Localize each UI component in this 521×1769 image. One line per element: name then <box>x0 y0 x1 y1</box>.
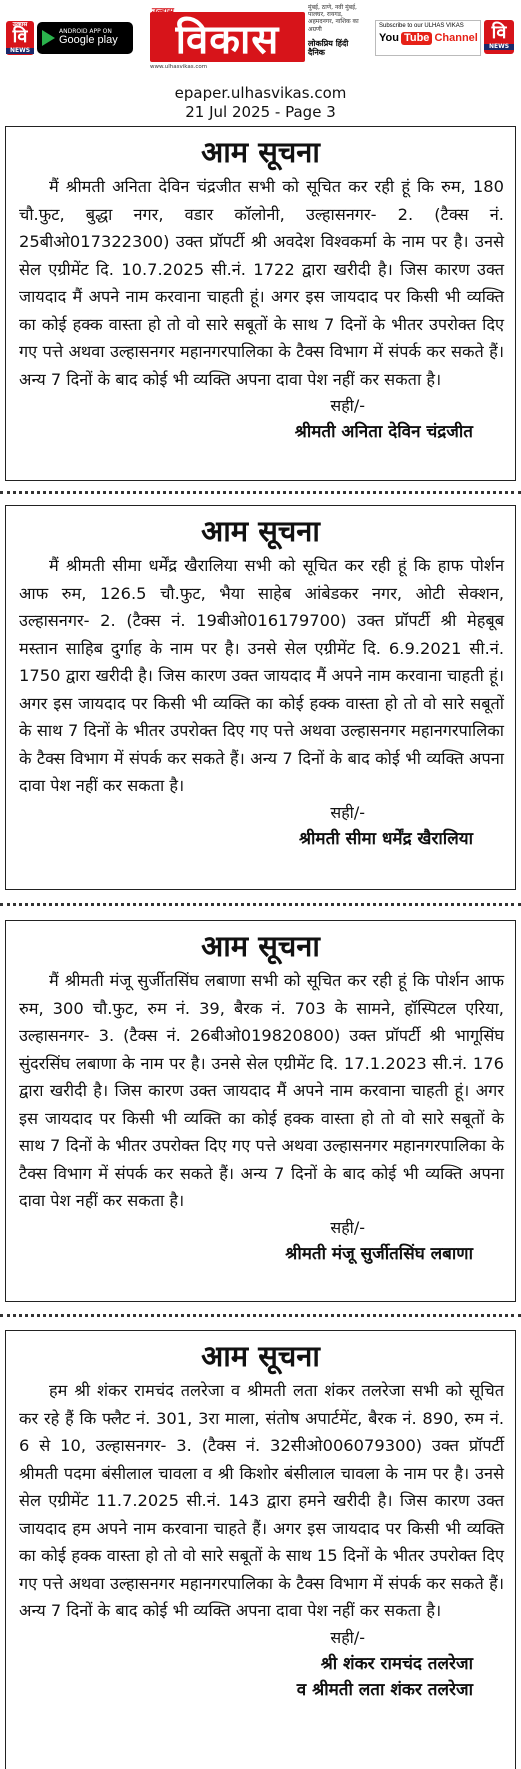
news-logo-letter-icon: वि <box>12 26 28 47</box>
notice-title: आम सूचना <box>201 1339 320 1373</box>
youtube-subscribe-text: Subscribe to our ULHAS VIKAS <box>379 23 464 29</box>
google-play-small: ANDROID APP ON <box>59 28 112 36</box>
news-logo-icon <box>6 21 34 55</box>
masthead-header <box>0 0 521 82</box>
signature-label: सही/- <box>330 1627 365 1647</box>
left-badge <box>6 21 136 55</box>
notice-divider <box>0 1314 521 1317</box>
notice-body: हम श्री शंकर रामचंद तलरेजा व श्रीमती लता शंकर तलरेजा सभी को सूचित कर रहे हैं कि फ्लैट नं. 301, 3रा माला, संतोष अपार्टमेंट, बैरक नं. 890, रुम नं. 6 से 10, उल्हासनगर- 3. (टैक्स नं. 32सीओ006079300) उक्त प्रॉपर्टी श्रीमती पदमा बंसीलाल चावला व श्री किशोर बंसीलाल चावला के नाम पर है। उनसे सेल एग्रीमेंट 11.7.2025 सी.नं. 143 द्वारा हमने खरीदी है। जिस कारण उक्त जायदाद हम अपने नाम करवाना चाहते हैं। अगर इस जायदाद पर किसी भी व्यक्ति का कोई हक्क वास्ता हो तो वो सारे सबूतों के साथ 15 दिनों के भीतर उपरोक्त दिए गए पत्ते अथवा उल्हासनगर महानगरपालिका के टैक्स विभाग में संपर्क कर सकते हैं। अन्य 7 दिनों के बाद कोई भी व्यक्ति अपना दावा पेश नहीं कर सकता है। <box>19 1381 504 1620</box>
right-badge <box>375 20 515 56</box>
notice-body: मैं श्रीमती सीमा धर्मेंद्र खैरालिया सभी को सूचित कर रही हूं कि हाफ पोर्शन आफ रुम, 126.5 चौ.फुट, भैया साहेब आंबेडकर नगर, ओटी सेक्शन, उल्हासनगर- 2. (टैक्स नं. 19बीओ016179700) उक्त प्रॉपर्टी श्री मेहबूब मस्तान साहिब दुर्गाह के नाम पर है। उनसे सेल एग्रीमेंट दि. 6.9.2021 सी.नं. 1750 द्वारा खरीदी है। जिस कारण उक्त जायदाद मैं अपने नाम करवाना चाहती हूं। अगर इस जायदाद पर किसी भी व्यक्ति का कोई हक्क वास्ता हो तो वो सारे सबूतों के साथ 7 दिनों के भीतर उपरोक्त दिए गए पत्ते अथवा उल्हासनगर महानगरपालिका के टैक्स विभाग में संपर्क कर सकते हैं। अन्य 7 दिनों के बाद कोई भी व्यक्ति अपना दावा पेश नहीं कर सकता है। <box>19 556 504 795</box>
news-logo-right-icon <box>484 20 514 54</box>
masthead-tagline-bold: लोकप्रिय हिंदी दैनिक <box>308 38 349 58</box>
play-store-icon <box>42 30 55 46</box>
news-logo-right-sub: NEWS <box>484 44 514 50</box>
newspaper-masthead <box>150 2 368 74</box>
signatory-name-second: व श्रीमती लता शंकर तलरेजा <box>296 1679 473 1700</box>
notice-title: आम सूचना <box>201 514 320 548</box>
news-logo-sub: NEWS <box>6 48 34 54</box>
signatory-name: श्रीमती अनिता देविन चंद्रजीत <box>294 422 473 442</box>
public-notice-4 <box>5 1330 516 1769</box>
notice-title: आम सूचना <box>201 135 320 169</box>
signature-label: सही/- <box>330 802 365 822</box>
epaper-url: epaper.ulhasvikas.com <box>174 84 347 102</box>
public-notice-2 <box>5 505 516 890</box>
masthead-strip: www.ulhasvikas.com <box>150 64 208 70</box>
masthead-tagline <box>308 4 368 58</box>
notice-divider <box>0 903 521 906</box>
public-notice-1 <box>5 126 516 481</box>
notice-divider <box>0 491 521 494</box>
news-logo-right-letter-icon: वि <box>491 22 507 43</box>
masthead-title: विकास <box>150 12 305 62</box>
edition-date-page: 21 Jul 2025 - Page 3 <box>185 103 336 121</box>
youtube-channel-button[interactable] <box>375 20 481 56</box>
notice-body: मैं श्रीमती अनिता देविन चंद्रजीत सभी को सूचित कर रही हूं कि रुम, 180 चौ.फुट, बुद्धा नगर, वडार कॉलोनी, उल्हासनगर- 2. (टैक्स नं. 25बीओ017322300) उक्त प्रॉपर्टी श्री अवदेश विश्वकर्मा के नाम पर है। उनसे सेल एग्रीमेंट दि. 10.7.2025 सी.नं. 1722 द्वारा खरीदी है। जिस कारण उक्त जायदाद मैं अपने नाम करवाना चाहती हूं। अगर इस जायदाद पर किसी भी व्यक्ति का कोई हक्क वास्ता हो तो वो सारे सबूतों के साथ 7 दिनों के भीतर उपरोक्त दिए गए पत्ते अथवा उल्हासनगर महानगरपालिका के टैक्स विभाग में संपर्क कर सकते हैं। अन्य 7 दिनों के बाद कोई भी व्यक्ति अपना दावा पेश नहीं कर सकता है। <box>19 177 504 389</box>
news-logo-mark: उल्हास <box>12 21 28 28</box>
signature-label: सही/- <box>330 396 365 415</box>
signatory-name: श्रीमती सीमा धर्मेंद्र खैरालिया <box>298 828 473 849</box>
youtube-channel-text: Channel <box>434 32 478 44</box>
signatory-name: श्री शंकर रामचंद तलरेजा <box>320 1653 473 1674</box>
youtube-tube-icon: Tube <box>401 32 432 45</box>
notice-body: मैं श्रीमती मंजू सुर्जीतसिंघ लबाणा सभी को सूचित कर रही हूं कि पोर्शन आफ रुम, 300 चौ.फुट, रुम नं. 39, बैरक नं. 703 के सामने, हॉस्पिटल एरिया, उल्हासनगर- 3. (टैक्स नं. 26बीओ019820800) उक्त प्रॉपर्टी श्री भागूसिंघ सुंदरसिंघ लबाणा के नाम पर है। उनसे सेल एग्रीमेंट दि. 17.1.2023 सी.नं. 176 द्वारा खरीदी है। जिस कारण उक्त जायदाद मैं अपने नाम करवाना चाहती हूं। अगर इस जायदाद पर किसी भी व्यक्ति का कोई हक्क वास्ता हो तो वो सारे सबूतों के साथ 7 दिनों के भीतर उपरोक्त दिए गए पत्ते अथवा उल्हासनगर महानगरपालिका के टैक्स विभाग में संपर्क कर सकते हैं। अन्य 7 दिनों के बाद कोई भी व्यक्ति अपना दावा पेश नहीं कर सकता है। <box>19 971 504 1210</box>
notice-title: आम सूचना <box>201 929 320 963</box>
signature-label: सही/- <box>330 1217 365 1237</box>
signatory-name: श्रीमती मंजू सुर्जीतसिंघ लबाणा <box>285 1243 473 1264</box>
google-play-button[interactable] <box>37 22 133 54</box>
masthead-tagline-text: मुंबई, ठाणे, नवी मुंबई, पालघर, रायगड, अहमदनगर, नाशिक का अग्रणी <box>308 4 359 33</box>
google-play-label: Google play <box>59 34 118 47</box>
youtube-you: You <box>379 32 399 44</box>
public-notice-3 <box>5 920 516 1302</box>
